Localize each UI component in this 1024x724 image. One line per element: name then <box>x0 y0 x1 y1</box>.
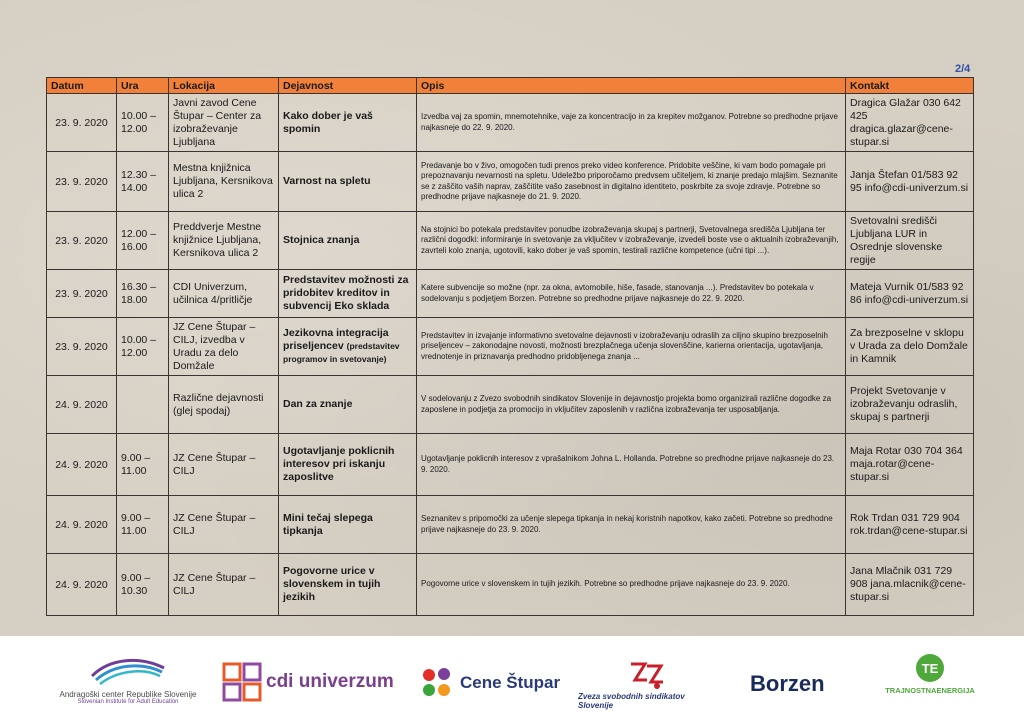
location-cell <box>169 376 279 434</box>
location-text: JZ Cene Štupar – CILJ, izvedba v Uradu za delo Domžale <box>173 320 256 372</box>
cene-stupar-logo <box>420 666 560 700</box>
location-text: Javni zavod Cene Štupar – Center za izobraževanje Ljubljana <box>173 96 262 148</box>
contact-text: Janja Štefan 01/583 92 95 info@cdi-univerzum.si <box>850 168 969 194</box>
activity-cell <box>279 554 417 616</box>
description-text: Izvedba vaj za spomin, mnemotehnike, vaje za koncentracijo in za krepitev možganov. Potrebne so predhodne prijave najkasneje do 22. 9. 2020. <box>421 112 838 132</box>
location-text: Preddverje Mestne knjižnice Ljubljana, Kersnikova ulica 2 <box>173 221 262 259</box>
location-cell <box>169 212 279 270</box>
contact-text: Mateja Vurnik 01/583 92 86 info@cdi-univerzum.si <box>850 280 969 306</box>
time-text: 10.00 – 12.00 <box>121 333 157 359</box>
contact-cell <box>846 318 974 376</box>
time-text: 9.00 – 10.30 <box>121 571 151 597</box>
description-text: Predavanje bo v živo, omogočen tudi prenos preko video konference. Pridobite veščine, ki vam bodo pomagale pri prepoznavanju nevarnosti na spletu. Udeležbo priporočamo predvsem učiteljem, ki znanje predajo mlajšim. Seznanite se z zaščito vaših naprav, zaščitite vašo zasebnost in digitalno identiteto, poskrbite za svoje zdravje. Potrebne so predhodne prijave najkasneje do 21. 9. 2020. <box>421 160 838 201</box>
contact-cell <box>846 554 974 616</box>
activity-text: Kako dober je vaš spomin <box>283 109 373 135</box>
location-cell <box>169 554 279 616</box>
contact-cell <box>846 212 974 270</box>
location-text: CDI Univerzum, učilnica 4/pritličje <box>173 280 253 306</box>
table-row <box>47 318 974 376</box>
cene-dots-icon <box>420 666 454 700</box>
date-cell <box>47 496 117 554</box>
activity-cell <box>279 434 417 496</box>
description-cell <box>417 270 846 318</box>
date-text: 24. 9. 2020 <box>55 578 108 591</box>
table-row <box>47 376 974 434</box>
activity-text: Jezikovna integracija priseljencev <box>283 327 389 352</box>
zss-name: Zveza svobodnih sindikatov Slovenije <box>578 692 685 710</box>
date-text: 23. 9. 2020 <box>55 116 108 129</box>
activity-cell <box>279 94 417 152</box>
date-cell <box>47 434 117 496</box>
contact-cell <box>846 94 974 152</box>
header-lokacija: Lokacija <box>169 78 279 94</box>
description-cell <box>417 496 846 554</box>
description-text: Pogovorne urice v slovenskem in tujih jezikih. Potrebne so predhodne prijave najkasneje do 23. 9. 2020. <box>421 579 790 589</box>
time-cell <box>117 554 169 616</box>
acs-subtitle: Slovenian Institute for Adult Education <box>77 699 179 705</box>
location-text: JZ Cene Štupar – CILJ <box>173 451 256 477</box>
contact-cell <box>846 152 974 212</box>
date-text: 24. 9. 2020 <box>55 398 108 411</box>
location-cell <box>169 318 279 376</box>
location-text: JZ Cene Štupar – CILJ <box>173 571 256 597</box>
activity-cell <box>279 152 417 212</box>
activity-text: Dan za znanje <box>283 398 353 410</box>
contact-cell <box>846 376 974 434</box>
activity-cell <box>279 318 417 376</box>
date-cell <box>47 152 117 212</box>
description-text: Ugotavljanje poklicnih interesov z vprašalnikom Johna L. Hollanda. Potrebne so predhodne prijave najkasneje do 23. 9. 2020. <box>421 454 835 474</box>
table-header-row <box>47 78 974 94</box>
activity-cell <box>279 270 417 318</box>
time-text: 12.30 – 14.00 <box>121 168 157 194</box>
description-text: Na stojnici bo potekala predstavitev ponudbe izobraževanja skupaj s partnerji, Svetovalnega središča Ljubljana ter različni dogodki: informiranje in svetovanje za vključitev v izobraževanje, izvedeli boste vse o aktualnih izobraževanjih, zavrteli kolo znanja, ugotovili, kako dober je vaš spomin, testirali različne kompetence (učni tipi ...). <box>421 224 839 255</box>
contact-cell <box>846 496 974 554</box>
borzen-logo <box>750 672 825 696</box>
event-schedule-table <box>46 77 974 616</box>
description-cell <box>417 554 846 616</box>
location-cell <box>169 496 279 554</box>
activity-text: Varnost na spletu <box>283 175 371 187</box>
location-cell <box>169 94 279 152</box>
te-mark: TE <box>921 660 939 676</box>
time-text: 12.00 – 16.00 <box>121 227 157 253</box>
acs-name: Andragoški center Republike Slovenije <box>59 690 197 699</box>
time-cell <box>117 496 169 554</box>
zss-emblem-icon <box>627 658 669 692</box>
cene-wordmark: Cene Štupar <box>460 673 561 692</box>
description-text: Katere subvencije so možne (npr. za okna, avtomobile, hiše, fasade, stanovanja ...). Predstavitev bo potekala v sodelovanju s podjetjem Borzen. Potrebne so predhodne prijave najkasneje do 22. 9. 2020. <box>421 283 814 303</box>
time-cell <box>117 152 169 212</box>
page-number: 2/4 <box>955 63 971 75</box>
table-row <box>47 212 974 270</box>
time-cell <box>117 212 169 270</box>
description-cell <box>417 94 846 152</box>
date-text: 23. 9. 2020 <box>55 175 108 188</box>
time-cell <box>117 376 169 434</box>
header-dejavnost: Dejavnost <box>279 78 417 94</box>
date-text: 23. 9. 2020 <box>55 287 108 300</box>
table-row <box>47 152 974 212</box>
location-text: JZ Cene Štupar – CILJ <box>173 511 256 537</box>
zss-logo <box>578 658 718 714</box>
description-cell <box>417 318 846 376</box>
partner-logos-footer <box>0 636 1024 724</box>
cdi-wordmark: cdi univerzum <box>266 671 394 692</box>
table-row <box>47 434 974 496</box>
cdi-grid-icon <box>222 662 262 702</box>
description-cell <box>417 376 846 434</box>
acs-swoosh-icon <box>88 654 168 688</box>
table-row <box>47 496 974 554</box>
activity-note: (predstavitev programov in svetovanje) <box>283 341 400 364</box>
activity-text: Ugotavljanje poklicnih interesov pri iskanju zaposlitve <box>283 445 395 483</box>
te-circle-icon <box>916 654 944 682</box>
time-text: 9.00 – 11.00 <box>121 451 151 477</box>
activity-text: Predstavitev možnosti za pridobitev kreditov in subvencij Eko sklada <box>283 274 409 312</box>
table-row <box>47 554 974 616</box>
description-cell <box>417 212 846 270</box>
location-cell <box>169 434 279 496</box>
description-cell <box>417 434 846 496</box>
description-text: V sodelovanju z Zvezo svobodnih sindikatov Slovenije in dejavnostjo projekta bomo organizirali različne dogodke za zaposlene in podjetja za promocijo in vključitev zaposlenih v različna izobraževanja ter usposabljanja. <box>421 394 832 414</box>
activity-text: Mini tečaj slepega tipkanja <box>283 511 373 537</box>
date-cell <box>47 212 117 270</box>
contact-text: Za brezposelne v sklopu v Urada za delo Domžale in Kamnik <box>850 327 968 365</box>
trajnostna-energija-logo <box>880 654 980 714</box>
acs-logo <box>48 654 208 714</box>
date-cell <box>47 270 117 318</box>
contact-text: Svetovalni središči Ljubljana LUR in Osrednje slovenske regije <box>850 214 943 266</box>
table-row <box>47 270 974 318</box>
date-text: 23. 9. 2020 <box>55 340 108 353</box>
activity-cell <box>279 376 417 434</box>
cdi-univerzum-logo <box>222 662 394 702</box>
location-cell <box>169 152 279 212</box>
time-cell <box>117 434 169 496</box>
borzen-wordmark: Borzen <box>750 671 825 696</box>
header-datum: Datum <box>47 78 117 94</box>
date-text: 24. 9. 2020 <box>55 518 108 531</box>
contact-text: Dragica Glažar 030 642 425 dragica.glazar@cene-stupar.si <box>850 96 961 148</box>
description-text: Seznanitev s pripomočki za učenje slepega tipkanja in nekaj koristnih napotkov, kako začeti. Potrebne so predhodne prijave najkasneje do 23. 9. 2020. <box>421 514 833 534</box>
date-cell <box>47 376 117 434</box>
time-text: 10.00 – 12.00 <box>121 109 157 135</box>
activity-cell <box>279 496 417 554</box>
date-cell <box>47 554 117 616</box>
contact-text: Projekt Svetovanje v izobraževanju odraslih, skupaj s partnerji <box>850 385 958 423</box>
header-ura: Ura <box>117 78 169 94</box>
te-wordmark: TRAJNOSTNAENERGIJA <box>885 686 975 695</box>
contact-text: Rok Trdan 031 729 904 rok.trdan@cene-stupar.si <box>850 511 968 537</box>
activity-cell <box>279 212 417 270</box>
header-opis: Opis <box>417 78 846 94</box>
header-kontakt: Kontakt <box>846 78 974 94</box>
contact-cell <box>846 434 974 496</box>
time-cell <box>117 270 169 318</box>
activity-text: Pogovorne urice v slovenskem in tujih jezikih <box>283 565 381 603</box>
time-text: 9.00 – 11.00 <box>121 511 151 537</box>
activity-text: Stojnica znanja <box>283 234 360 246</box>
location-text: Različne dejavnosti (glej spodaj) <box>173 391 264 417</box>
description-cell <box>417 152 846 212</box>
location-cell <box>169 270 279 318</box>
time-cell <box>117 318 169 376</box>
date-cell <box>47 94 117 152</box>
date-cell <box>47 318 117 376</box>
time-text: 16.30 – 18.00 <box>121 280 157 306</box>
contact-text: Jana Mlačnik 031 729 908 jana.mlacnik@cene-stupar.si <box>850 565 966 603</box>
date-text: 24. 9. 2020 <box>55 458 108 471</box>
time-cell <box>117 94 169 152</box>
location-text: Mestna knjižnica Ljubljana, Kersnikova ulica 2 <box>173 162 273 200</box>
date-text: 23. 9. 2020 <box>55 234 108 247</box>
description-text: Predstavitev in izvajanje informativno svetovalne dejavnosti v izobraževanju odraslih za ciljno skupino brezposelnih priseljencev – zakonodajne novosti, možnosti brezplačnega učenja slovenščine, karierna orientacija, ugotavljanja, vrednotenje in priznavanja predhodno pridobljenega znanja ... <box>421 330 828 361</box>
contact-text: Maja Rotar 030 704 364 maja.rotar@cene-stupar.si <box>850 445 963 483</box>
contact-cell <box>846 270 974 318</box>
table-row <box>47 94 974 152</box>
